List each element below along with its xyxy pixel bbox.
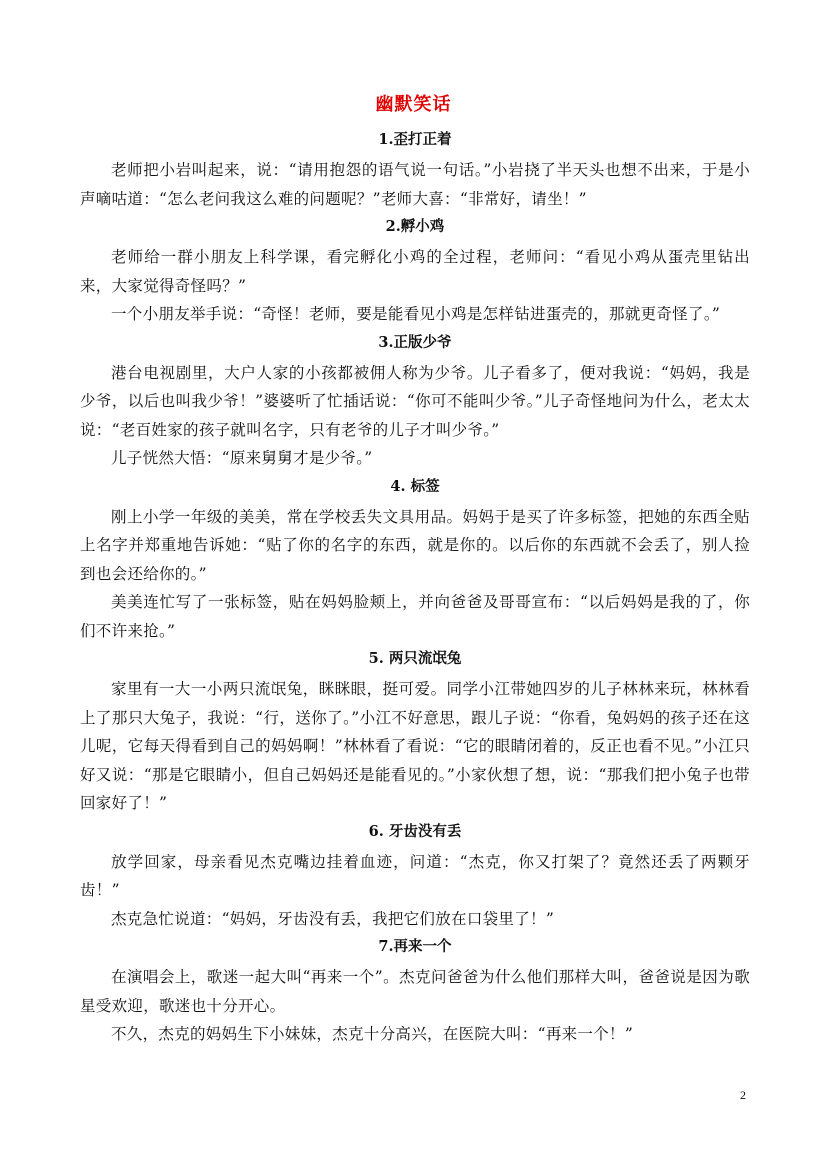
section-4 (80, 477, 750, 646)
section-heading: 2.孵小鸡 (385, 218, 445, 235)
paragraph: 港台电视剧里，大户人家的小孩都被佣人称为少爷。儿子看多了，便对我说：“妈妈，我是少爷，以后也叫我少爷！”婆婆听了忙插话说：“你可不能叫少爷。”儿子奇怪地问为什么，老太太说：“老百姓家的孩子就叫名字，只有老爷的儿子才叫少爷。” (80, 363, 750, 439)
paragraph: 儿子恍然大悟：“原来舅舅才是少爷。” (111, 449, 373, 467)
section-3 (80, 333, 750, 473)
section-heading: 4. 标签 (390, 477, 440, 495)
paragraph: 一个小朋友举手说：“奇怪！老师，要是能看见小鸡是怎样钻进蛋壳的，那就更奇怪了。” (111, 305, 721, 323)
paragraph: 不久，杰克的妈妈生下小妹妹，杰克十分高兴，在医院大叫：“再来一个！” (111, 1025, 634, 1043)
paragraph: 刚上小学一年级的美美，常在学校丢失文具用品。妈妈于是买了许多标签，把她的东西全贴上名字并郑重地告诉她：“贴了你的名字的东西，就是你的。以后你的东西就不会丢了，别人捡到也会还给你的。” (80, 507, 750, 583)
document-body (80, 126, 750, 1049)
document-title: 幽默笑话 (375, 94, 452, 115)
section-5 (80, 649, 750, 818)
paragraph: 老师给一群小朋友上科学课，看完孵化小鸡的全过程，老师问：“看见小鸡从蛋壳里钻出来，大家觉得奇怪吗？” (80, 248, 750, 295)
section-heading: 3.正版少爷 (378, 333, 452, 351)
section-heading: 1.歪打正着 (378, 131, 452, 148)
section-heading: 7.再来一个 (378, 938, 452, 955)
section-7 (80, 937, 750, 1049)
paragraph: 家里有一大一小两只流氓兔，眯眯眼，挺可爱。同学小江带她四岁的儿子林林来玩，林林看上了那只大兔子，我说：“行，送你了。”小江不好意思，跟儿子说：“你看，兔妈妈的孩子还在这儿呢，它每天得看到自己的妈妈啊！”林林看了看说：“它的眼睛闭着的，反正也看不见。”小江只好又说：“那是它眼睛小，但自己妈妈还是能看见的。”小家伙想了想，说：“那我们把小兔子也带回家好了！” (80, 680, 750, 812)
paragraph: 杰克急忙说道：“妈妈，牙齿没有丢，我把它们放在口袋里了！” (111, 909, 555, 928)
section-1 (80, 130, 750, 213)
section-6 (80, 822, 750, 934)
page-number: 2 (740, 1088, 746, 1102)
section-2 (80, 217, 750, 329)
paragraph: 老师把小岩叫起来，说：“请用抱怨的语气说一句话。”小岩挠了半天头也想不出来，于是小声嘀咕道：“怎么老问我这么难的问题呢？”老师大喜：“非常好，请坐！” (80, 161, 750, 208)
section-heading: 6. 牙齿没有丢 (368, 822, 462, 840)
paragraph: 美美连忙写了一张标签，贴在妈妈脸颊上，并向爸爸及哥哥宣布：“以后妈妈是我的了，你们不许来抢。” (80, 593, 750, 640)
paragraph: 放学回家，母亲看见杰克嘴边挂着血迹，问道：“杰克，你又打架了？竟然还丢了两颗牙齿！” (80, 852, 750, 899)
paragraph: 在演唱会上，歌迷一起大叫“再来一个”。杰克问爸爸为什么他们那样大叫，爸爸说是因为歌星受欢迎，歌迷也十分开心。 (80, 968, 750, 1015)
section-heading: 5. 两只流氓兔 (368, 650, 462, 667)
